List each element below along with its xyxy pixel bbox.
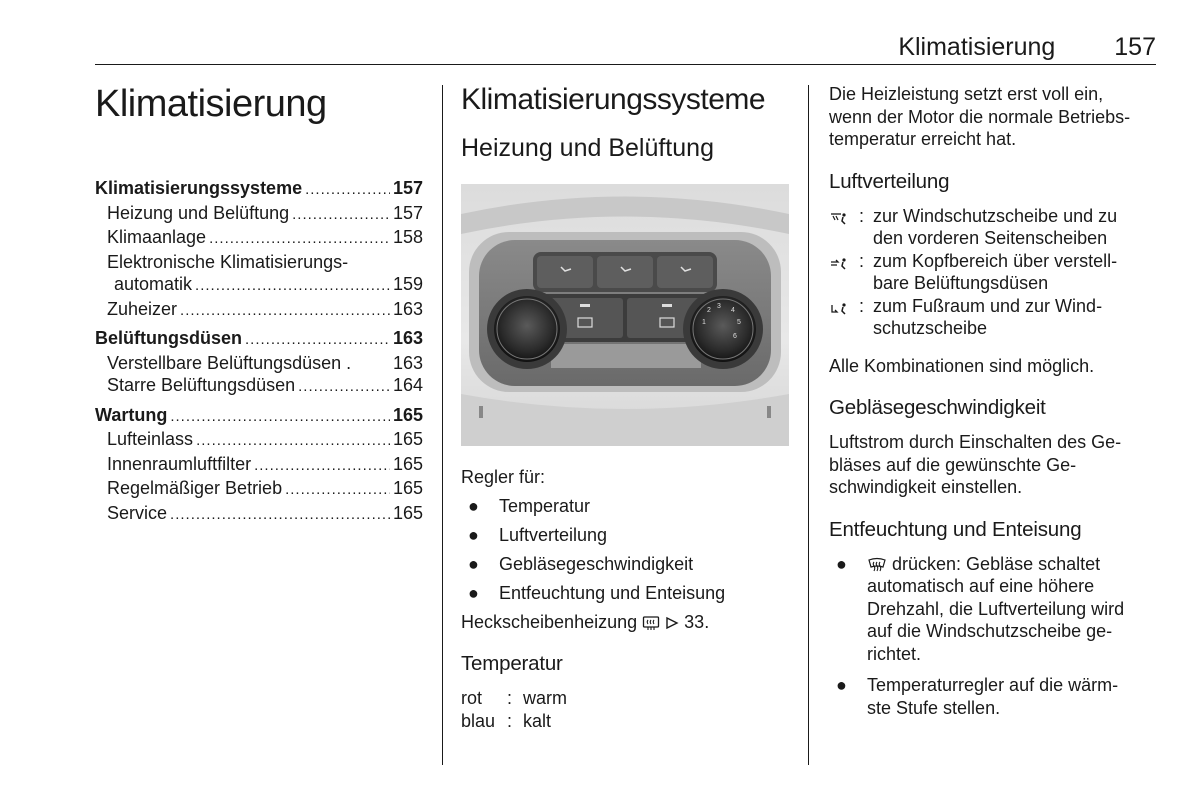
list-item: ● Luftverteilung: [468, 524, 608, 545]
toc-entry[interactable]: Klimatisierungssysteme ..... 157: [95, 177, 423, 202]
svg-text:5: 5: [737, 319, 741, 326]
bullet-icon: ●: [836, 553, 847, 574]
rear-window-heating-icon: [642, 615, 660, 631]
fan-speed-paragraph: Luftstrom durch Einschalten des Ge- bläses auf die gewünschte Ge- schwindigkeit einstellen.: [829, 432, 1122, 497]
toc-entry[interactable]: Starre Belüftungsdüsen ..... 164: [95, 374, 423, 399]
chapter-title: Klimatisierung: [95, 83, 327, 125]
toc-entry[interactable]: Service ..... 165: [95, 502, 423, 527]
table-of-contents: [95, 177, 423, 526]
right-column: [829, 82, 1159, 726]
list-item: ● Temperaturregler auf die wärm- ste Stufe stellen.: [836, 675, 1119, 718]
toc-entry[interactable]: Zuheizer ..... 163: [95, 298, 423, 323]
defrost-heading: Entfeuchtung und Enteisung: [829, 517, 1082, 541]
bullet-icon: ●: [468, 582, 479, 603]
toc-entry[interactable]: Heizung und Belüftung ..... 157: [95, 202, 423, 227]
toc-entry[interactable]: Belüftungsdüsen ..... 163: [95, 327, 423, 352]
controls-list: [461, 495, 791, 605]
svg-text:3: 3: [717, 303, 721, 310]
left-column: [95, 82, 423, 526]
head-air-icon: [829, 250, 859, 295]
toc-entry[interactable]: Lufteinlass ..... 165: [95, 428, 423, 453]
list-item: ● drücken: Gebläse schaltet automatisch auf eine höhere Drehzahl, die Luftverteilung wird auf die Windschutzscheibe ge- richtet.: [836, 553, 1125, 664]
climate-control-panel-image: [461, 184, 789, 446]
page-reference-icon: [665, 615, 679, 631]
running-header-title: Klimatisierung: [898, 33, 1056, 61]
section-title: Klimatisierungssysteme: [461, 83, 766, 116]
page-reference[interactable]: 33.: [684, 611, 710, 632]
foot-air-icon: [829, 295, 859, 340]
list-item: : zum Kopfbereich über verstell- bare Belüftungsdüsen: [829, 250, 1159, 295]
toc-entry[interactable]: Klimaanlage ..... 158: [95, 226, 423, 251]
running-header: [898, 33, 1156, 62]
svg-text:4: 4: [731, 307, 735, 314]
toc-entry[interactable]: Innenraumluftfilter ..... 165: [95, 453, 423, 478]
middle-column: [461, 82, 791, 732]
distribution-heading: Luftverteilung: [829, 169, 950, 193]
column-divider: [808, 85, 809, 765]
temperature-row: rot : warm: [461, 688, 567, 708]
list-item: ● Entfeuchtung und Enteisung: [468, 582, 726, 603]
subsection-title: Heizung und Belüftung: [461, 134, 714, 162]
temperature-heading: Temperatur: [461, 652, 563, 675]
distribution-list: [829, 205, 1159, 340]
list-item: ● Gebläsegeschwindigkeit: [468, 553, 694, 574]
fan-speed-heading: Gebläsegeschwindigkeit: [829, 396, 1046, 419]
toc-entry[interactable]: Elektronische Klimatisierungs-: [107, 251, 349, 272]
list-item: : zum Fußraum und zur Wind- schutzscheibe: [829, 295, 1159, 340]
svg-text:1: 1: [702, 319, 706, 326]
defrost-list: [829, 553, 1159, 720]
svg-text:6: 6: [733, 333, 737, 340]
controls-intro: Regler für:: [461, 467, 546, 487]
page-number: 157: [1114, 33, 1156, 61]
combinations-note: Alle Kombinationen sind möglich.: [829, 355, 1095, 376]
toc-entry[interactable]: Regelmäßiger Betrieb ..... 165: [95, 477, 423, 502]
toc-entry[interactable]: Verstellbare Belüftungsdüsen . 163: [107, 352, 423, 373]
rear-heating-note: Heckscheibenheizung 33.: [461, 611, 710, 632]
toc-entry[interactable]: Wartung ..... 165: [95, 404, 423, 429]
list-item: : zur Windschutzscheibe und zu den vorderen Seitenscheiben: [829, 205, 1159, 250]
bullet-icon: ●: [468, 495, 479, 516]
climate-panel-illustration: [461, 184, 789, 446]
column-divider: [442, 85, 443, 765]
toc-entry[interactable]: automatik ..... 159: [95, 273, 423, 298]
list-item: ● Temperatur: [468, 495, 591, 516]
bullet-icon: ●: [468, 524, 479, 545]
temperature-row: blau : kalt: [461, 710, 552, 731]
svg-text:2: 2: [707, 307, 711, 314]
windscreen-air-icon: [829, 205, 859, 250]
bullet-icon: ●: [836, 675, 847, 695]
defrost-icon: [867, 557, 887, 573]
intro-paragraph: Die Heizleistung setzt erst voll ein, wenn der Motor die normale Betriebs- temperatur erreicht hat.: [829, 84, 1131, 149]
bullet-icon: ●: [468, 553, 479, 574]
header-rule: [95, 64, 1156, 65]
